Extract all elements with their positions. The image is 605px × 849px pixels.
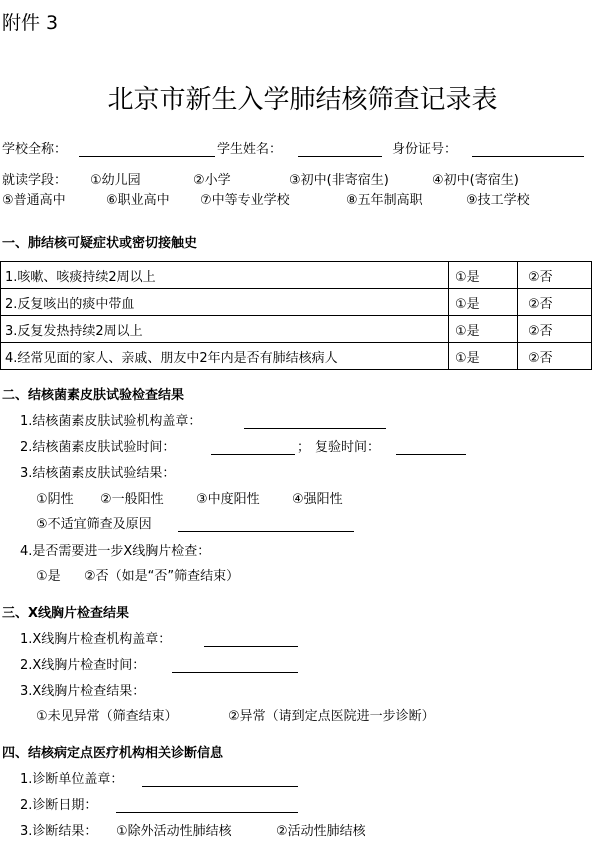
stage-option[interactable]: ④初中(寄宿生): [432, 173, 519, 188]
yes-option[interactable]: ①是: [449, 343, 518, 370]
no-option[interactable]: ②否: [518, 343, 592, 370]
page-title: 北京市新生入学肺结核筛查记录表: [107, 85, 498, 115]
stage-option[interactable]: ①幼儿园: [90, 173, 141, 188]
stage-option[interactable]: ⑥职业高中: [106, 193, 170, 208]
diag-date-field[interactable]: [116, 798, 298, 813]
tst-result-option[interactable]: ②一般阳性: [100, 492, 164, 507]
tst-result-option[interactable]: ①阴性: [36, 492, 74, 507]
symptom-table: [0, 261, 592, 370]
tst-time-field[interactable]: [211, 440, 295, 455]
tst-result-option[interactable]: ③中度阳性: [196, 492, 260, 507]
xray-stamp-label: 1.X线胸片检查机构盖章：: [20, 632, 172, 647]
stage-option[interactable]: ⑤普通高中: [2, 193, 66, 208]
stage-option[interactable]: ③初中(非寄宿生): [289, 173, 389, 188]
diag-stamp-field[interactable]: [142, 772, 298, 787]
table-row: [1, 262, 592, 289]
tst-result-label: 3.结核菌素皮肤试验结果：: [20, 466, 176, 481]
xray-stamp-field[interactable]: [204, 632, 298, 647]
diag-result-option[interactable]: ②活动性肺结核: [276, 824, 366, 839]
stage-option[interactable]: ⑧五年制高职: [346, 193, 423, 208]
tst-result-option[interactable]: ⑤不适宜筛查及原因: [36, 517, 152, 532]
symptom-question: 4.经常见面的家人、亲戚、朋友中2年内是否有肺结核病人: [1, 343, 449, 370]
xray-time-field[interactable]: [172, 658, 298, 673]
tst-time-label: 2.结核菌素皮肤试验时间：: [20, 440, 176, 455]
table-row: [1, 343, 592, 370]
no-option[interactable]: ②否: [518, 262, 592, 289]
id-number-label: 身份证号：: [392, 142, 458, 157]
stage-option[interactable]: ②小学: [193, 173, 231, 188]
yes-option[interactable]: ①是: [449, 262, 518, 289]
tst-time-separator: ；: [297, 440, 311, 455]
school-name-field[interactable]: [79, 142, 215, 157]
school-name-label: 学校全称：: [2, 142, 68, 157]
student-name-field[interactable]: [298, 142, 382, 157]
yes-option[interactable]: ①是: [449, 289, 518, 316]
symptom-question: 3.反复发热持续2周以上: [1, 316, 449, 343]
stage-label: 就读学段：: [2, 173, 68, 188]
tst-stamp-label: 1.结核菌素皮肤试验机构盖章：: [20, 414, 202, 429]
section2-heading: 二、结核菌素皮肤试验检查结果: [2, 388, 185, 403]
xray-time-label: 2.X线胸片检查时间：: [20, 658, 146, 673]
tst-stamp-field[interactable]: [244, 414, 386, 429]
xray-result-option[interactable]: ②异常（请到定点医院进一步诊断）: [228, 709, 435, 724]
attachment-label: 附件 3: [2, 12, 59, 34]
stage-option[interactable]: ⑦中等专业学校: [200, 193, 290, 208]
stage-option[interactable]: ⑨技工学校: [466, 193, 530, 208]
diag-result-option[interactable]: ①除外活动性肺结核: [116, 824, 232, 839]
diag-result-label: 3.诊断结果：: [20, 824, 98, 839]
section3-heading: 三、X线胸片检查结果: [2, 606, 130, 621]
diag-date-label: 2.诊断日期：: [20, 798, 98, 813]
yes-option[interactable]: ①是: [449, 316, 518, 343]
xray-result-label: 3.X线胸片检查结果：: [20, 684, 146, 699]
section1-heading: 一、肺结核可疑症状或密切接触史: [2, 236, 198, 251]
symptom-question: 1.咳嗽、咳痰持续2周以上: [1, 262, 449, 289]
retest-time-field[interactable]: [396, 440, 466, 455]
no-option[interactable]: ②否: [518, 289, 592, 316]
section4-heading: 四、结核病定点医疗机构相关诊断信息: [2, 746, 224, 761]
table-row: [1, 289, 592, 316]
student-name-label: 学生姓名：: [217, 142, 283, 157]
xray-needed-yes[interactable]: ①是: [36, 569, 61, 584]
tst-reason-field[interactable]: [178, 517, 354, 532]
no-option[interactable]: ②否: [518, 316, 592, 343]
retest-time-label: 复验时间：: [315, 440, 381, 455]
xray-needed-label: 4.是否需要进一步X线胸片检查：: [20, 544, 211, 559]
table-row: [1, 316, 592, 343]
symptom-question: 2.反复咳出的痰中带血: [1, 289, 449, 316]
diag-stamp-label: 1.诊断单位盖章：: [20, 772, 124, 787]
tst-result-option[interactable]: ④强阳性: [292, 492, 343, 507]
id-number-field[interactable]: [472, 142, 584, 157]
xray-needed-no[interactable]: ②否（如是“否”筛查结束）: [84, 569, 240, 584]
xray-result-option[interactable]: ①未见异常（筛查结束）: [36, 709, 178, 724]
